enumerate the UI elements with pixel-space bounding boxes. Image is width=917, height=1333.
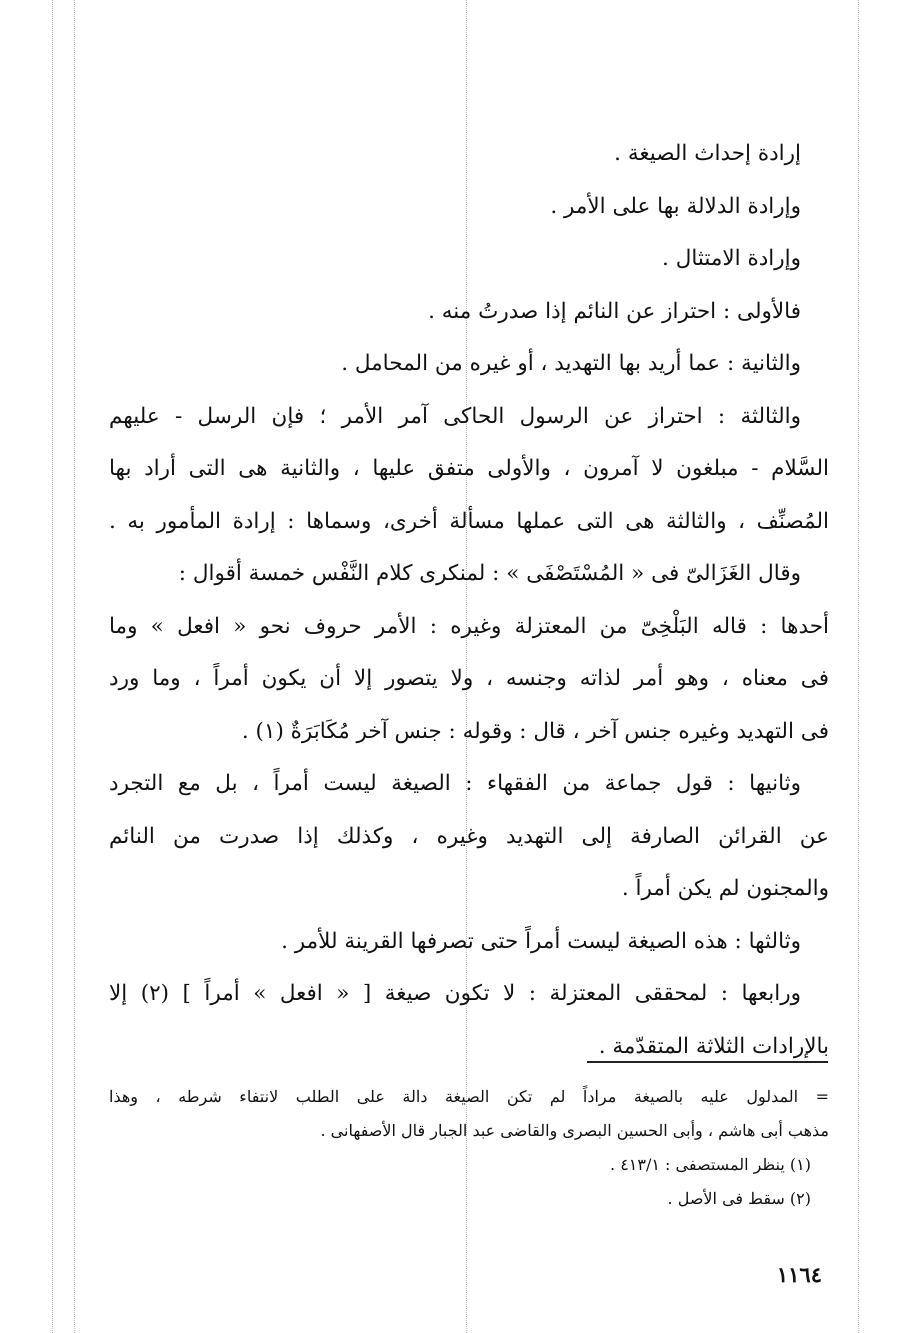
- text-line: عن القرائن الصارفة إلى التهديد وغيره ، وكذلك إذا صدرت من النائم: [109, 823, 829, 849]
- text-line: وثالثها : هذه الصيغة ليست أمراً حتى تصرفها القرينة للأمر .: [281, 928, 801, 954]
- text-line: ورابعها : لمحققى المعتزلة : لا تكون صيغة [ « افعل » أمراً ] (٢) إلا: [109, 981, 801, 1006]
- text-line: إرادة إحداث الصيغة .: [614, 141, 801, 166]
- text-line: أحدها : قاله البَلْخِىّ من المعتزلة وغيره : الأمر حروف نحو « افعل » وما: [109, 613, 829, 639]
- text-line: فالأولى : احتراز عن النائم إذا صدرتُ منه .: [428, 298, 801, 324]
- text-line: وإرادة الامتثال .: [662, 246, 801, 271]
- text-line: والثانية : عما أريد بها التهديد ، أو غيره من المحامل .: [341, 351, 801, 376]
- scan-artifact-line: [858, 0, 859, 1333]
- scan-artifact-line: [74, 0, 75, 1333]
- footnote-line: (١) ينظر المستصفى : ٤١٣/١ .: [610, 1155, 811, 1174]
- text-line: بالإرادات الثلاثة المتقدّمة .: [598, 1033, 829, 1059]
- text-line: والمجنون لم يكن أمراً .: [621, 876, 829, 901]
- text-line: وقال الغَزَالىّ فى « المُسْتَصْفَى » : لمنكرى كلام النَّفْس خمسة أقوال :: [178, 561, 801, 586]
- page-number: ١١٦٤: [776, 1262, 822, 1287]
- scan-artifact-line: [52, 0, 53, 1333]
- text-line: والثالثة : احتراز عن الرسول الحاكى آمر الأمر ؛ فإن الرسل - عليهم: [109, 403, 801, 429]
- text-line: فى معناه ، وهو أمر لذاته وجنسه ، ولا يتصور إلا أن يكون أمراً ، وما ورد: [109, 666, 829, 691]
- footnote-line: = المدلول عليه بالصيغة مراداً لم تكن الصيغة دالة على الطلب لانتفاء شرطه ، وهذا: [109, 1087, 829, 1106]
- text-line: وإرادة الدلالة بها على الأمر .: [550, 193, 801, 219]
- footnote-separator: [587, 1061, 828, 1063]
- body-text: [109, 128, 829, 1073]
- footnote-line: مذهب أبى هاشم ، وأبى الحسين البصرى والقاضى عبد الجبار قال الأصفهانى .: [320, 1121, 829, 1140]
- text-line: فى التهديد وغيره جنس آخر ، قال : وقوله : جنس آخر مُكَابَرَةٌ (١) .: [241, 718, 829, 744]
- text-line: السَّلام - مبلغون لا آمرون ، والأولى متفق عليها ، والثانية هى التى أراد بها: [109, 456, 829, 481]
- footnotes: [109, 1080, 829, 1216]
- text-line: المُصنِّف ، والثالثة هى التى عملها مسألة أخرى، وسماها : إرادة المأمور به .: [109, 508, 829, 534]
- footnote-line: (٢) سقط فى الأصل .: [667, 1189, 811, 1208]
- text-line: وثانيها : قول جماعة من الفقهاء : الصيغة ليست أمراً ، بل مع التجرد: [109, 771, 801, 796]
